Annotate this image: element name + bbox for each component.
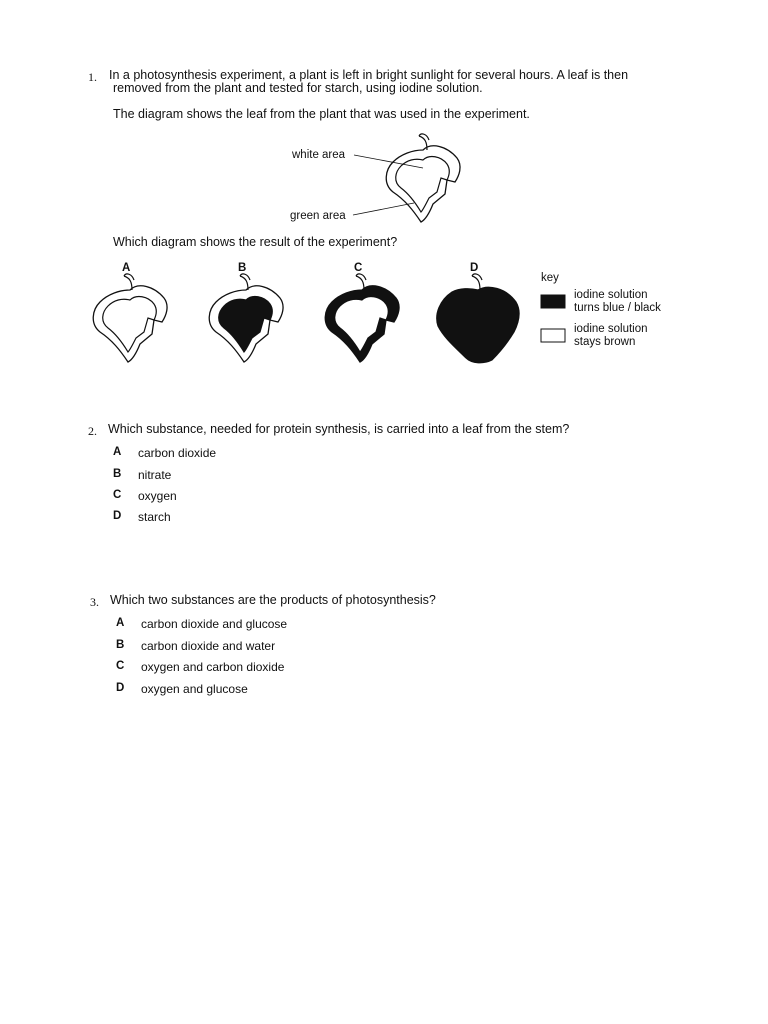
q2-option-letter-c: C xyxy=(113,489,122,501)
q2-option-letter-d: D xyxy=(113,510,122,522)
key-black-line2: turns blue / black xyxy=(574,302,661,314)
q1-text-line2: removed from the plant and tested for starch, using iodine solution. xyxy=(113,81,483,95)
q3-option-letter-d: D xyxy=(116,682,125,694)
leaf-option-c xyxy=(325,274,399,362)
q2-text: Which substance, needed for protein synthesis, is carried into a leaf from the stem? xyxy=(108,422,570,436)
q1-number: 1. xyxy=(88,70,97,84)
q1-option-letter-a: A xyxy=(122,262,131,274)
q2-option-text-b: nitrate xyxy=(138,468,172,482)
key-black-swatch xyxy=(541,295,565,308)
q3-option-text-b: carbon dioxide and water xyxy=(141,639,276,653)
key-black-line1: iodine solution xyxy=(574,289,648,301)
key-white-line2: stays brown xyxy=(574,336,636,348)
q2-option-text-d: starch xyxy=(138,510,171,524)
q3-text: Which two substances are the products of photosynthesis? xyxy=(110,593,436,607)
q1-question: Which diagram shows the result of the experiment? xyxy=(113,235,398,249)
label-white-area: white area xyxy=(292,149,346,161)
q2-number: 2. xyxy=(88,424,97,438)
key-title: key xyxy=(541,272,559,284)
leaf-option-b xyxy=(209,274,283,362)
result-leaf-diagrams xyxy=(0,0,768,420)
q1-option-letter-b: B xyxy=(238,262,247,274)
q2-option-text-c: oxygen xyxy=(138,489,177,503)
leaf-option-a xyxy=(93,274,167,362)
q1-text-line1: In a photosynthesis experiment, a plant is left in bright sunlight for several hours. A leaf is then xyxy=(109,68,629,82)
q2-option-text-a: carbon dioxide xyxy=(138,446,217,460)
q3-option-text-d: oxygen and glucose xyxy=(141,682,248,696)
q3-option-letter-b: B xyxy=(116,639,125,651)
key-white-line1: iodine solution xyxy=(574,323,648,335)
q3-number: 3. xyxy=(90,595,99,609)
q3-option-letter-a: A xyxy=(116,617,125,629)
q3-option-text-c: oxygen and carbon dioxide xyxy=(141,660,285,674)
label-green-area: green area xyxy=(290,210,346,222)
q3-option-text-a: carbon dioxide and glucose xyxy=(141,617,288,631)
q2-option-letter-a: A xyxy=(113,446,122,458)
key-white-swatch xyxy=(541,329,565,342)
leaf-option-d xyxy=(437,274,519,363)
q2-option-letter-b: B xyxy=(113,468,122,480)
q3-option-letter-c: C xyxy=(116,660,125,672)
q1-diagram-intro: The diagram shows the leaf from the plant that was used in the experiment. xyxy=(113,107,530,121)
q1-option-letter-d: D xyxy=(470,262,479,274)
q1-option-letter-c: C xyxy=(354,262,363,274)
